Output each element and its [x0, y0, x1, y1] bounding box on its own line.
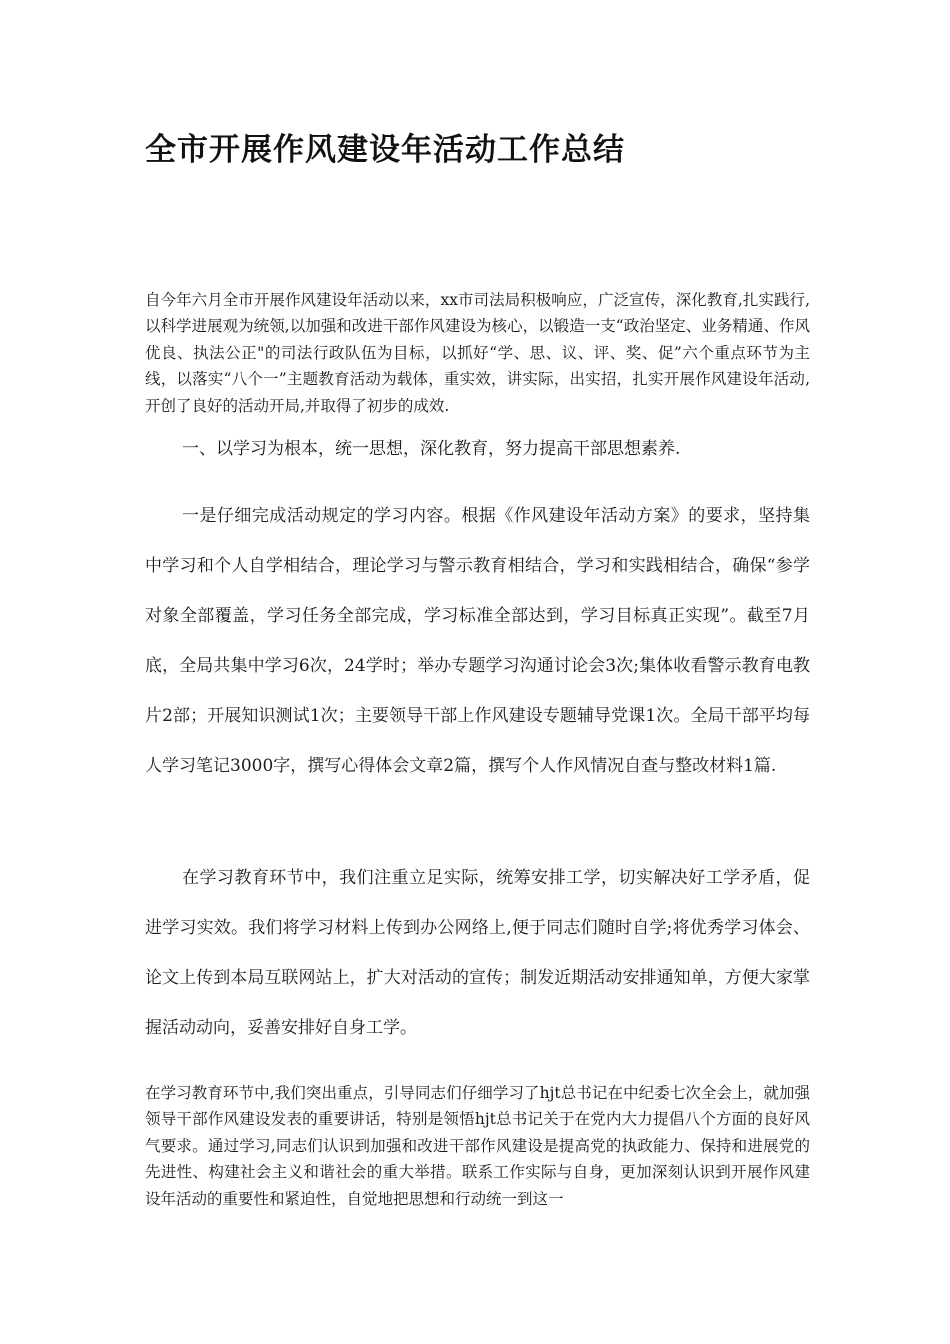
document-title: 全市开展作风建设年活动工作总结: [145, 132, 625, 168]
section-one-heading: 一、以学习为根本，统一思想，深化教育，努力提高干部思想素养.: [182, 439, 681, 459]
study-environment-paragraph: 在学习教育环节中，我们注重立足实际，统筹安排工学，切实解决好工学矛盾，促进学习实效。我们将学习材料上传到办公网络上,便于同志们随时自学;将优秀学习体会、论文上传到本局互联网站上，扩大对活动的宣传；制发近期活动安排通知单，方便大家掌握活动动向，妥善安排好自身工学。: [145, 868, 810, 1038]
study-focus-paragraph: 在学习教育环节中,我们突出重点，引导同志们仔细学习了hjt总书记在中纪委七次全会上，就加强领导干部作风建设发表的重要讲话，特别是领悟hjt总书记关于在党内大力提倡八个方面的良好风气要求。通过学习,同志们认识到加强和改进干部作风建设是提高党的执政能力、保持和进展党的先进性、构建社会主义和谐社会的重大举措。联系工作实际与自身，更加深刻认识到开展作风建设年活动的重要性和紧迫性，自觉地把思想和行动统一到这一: [145, 1084, 810, 1208]
study-content-paragraph: 一是仔细完成活动规定的学习内容。根据《作风建设年活动方案》的要求，坚持集中学习和个人自学相结合，理论学习与警示教育相结合，学习和实践相结合，确保“参学对象全部覆盖，学习任务全部完成，学习标准全部达到，学习目标真正实现”。截至7月底，全局共集中学习6次，24学时；举办专题学习沟通讨论会3次;集体收看警示教育电教片2部；开展知识测试1次；主要领导干部上作风建设专题辅导党课1次。全局干部平均每人学习笔记3000字，撰写心得体会文章2篇，撰写个人作风情况自查与整改材料1篇.: [145, 506, 810, 776]
intro-paragraph: 自今年六月全市开展作风建设年活动以来，xx市司法局积极响应，广泛宣传，深化教育,扎实践行,以科学进展观为统领,以加强和改进干部作风建设为核心，以锻造一支“政治坚定、业务精通、作风优良、执法公正"的司法行政队伍为目标，以抓好“学、思、议、评、奖、促”六个重点环节为主线，以落实“八个一”主题教育活动为载体，重实效，讲实际，出实招，扎实开展作风建设年活动,开创了良好的活动开局,并取得了初步的成效.: [145, 291, 810, 415]
